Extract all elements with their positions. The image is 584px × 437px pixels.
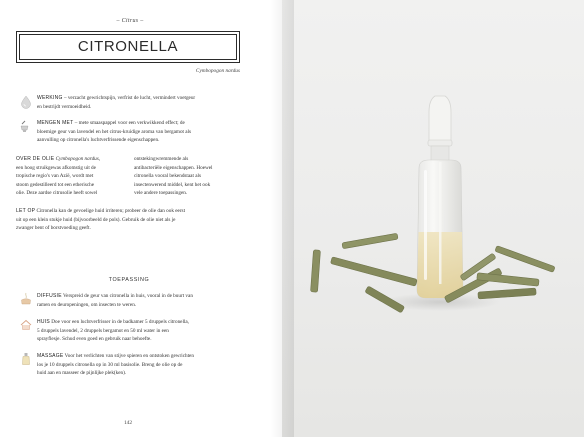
page-title: CITRONELLA — [77, 38, 179, 55]
mix-paragraph — [37, 119, 271, 145]
diffusion-label: DIFFUSIE — [37, 293, 62, 299]
mix-text-2: bloemige geur van lavendel en het citrus-kruidige aroma van bergamot als — [37, 128, 192, 135]
caution-text-2: uit op een klein stukje huid (bijvoorbeeld de pols). Gebruik de olie niet als je — [16, 216, 176, 223]
massage-text-3: huid aan en masseer de pijnlijke plek(ken). — [37, 370, 127, 377]
about-text-1: Cymbopogon nardus, — [54, 156, 101, 162]
about-label: OVER DE OLIE — [16, 156, 55, 162]
house-icon — [19, 318, 33, 332]
effect-label: WERKING — [37, 95, 63, 101]
about-column-1 — [16, 155, 128, 198]
effect-text-2: en bestrijdt vermoeidheid. — [37, 103, 92, 110]
massage-text-1: Voor het verlichten van stijve spieren en ontstoken gewrichten — [63, 353, 194, 359]
about-text-7: antibacteriële eigenschappen. Hoewel — [134, 164, 213, 171]
massage-label: MASSAGE — [37, 353, 64, 359]
water-drop-icon — [19, 95, 33, 109]
title-frame — [16, 31, 240, 63]
book-gutter — [270, 0, 294, 437]
about-text-9: insectenwerend middel, kent het ook — [134, 181, 211, 188]
massage-text-2: los je 10 druppels citronella op in 30 ml basisolie. Breng de olie op de — [37, 361, 183, 368]
mix-text-3: aanvulling op citronella's luchtverfrissende eigenschappen. — [37, 137, 160, 144]
about-text-6: ontstekingwremmende als — [134, 156, 189, 162]
citronella-photo — [282, 0, 584, 437]
mix-text-1: – mete smaaspappel voor een verkwikkend effect; de — [73, 120, 185, 126]
category-kicker: – Citrus – — [116, 18, 144, 24]
effect-paragraph — [37, 94, 271, 111]
applications-heading: TOEPASSING — [108, 277, 150, 283]
application-house — [37, 318, 271, 344]
application-massage — [37, 352, 271, 378]
house-text-3: sprayflesje. Schud even goed en gebruik naar behoefte. — [37, 336, 152, 343]
about-text-2: een hoog struikgewas afkomstig uit de — [16, 164, 96, 171]
dropper-bottle — [417, 96, 463, 298]
caution-text-1: Citronella kan de gevoelige huid irriteren; probeer de olie dan ook eerst — [35, 208, 186, 214]
diffusion-text-1: Verspreid de geur van citronella in huis, vooral in de buurt van — [61, 293, 193, 299]
latin-name: Cymbopogon nardus — [195, 68, 240, 74]
house-text-1: Doe voor een luchtverfrisser in de badkamer 5 druppels citronella, — [49, 319, 189, 325]
about-text-8: citronella vooral bekendstaat als — [134, 173, 201, 180]
about-text-5: olie. Deze aardse citrusolie heeft sowel — [16, 190, 98, 197]
about-text-10: vele andere toepassingen. — [134, 190, 188, 197]
mix-label: MENGEN MET — [37, 120, 74, 126]
house-text-2: 5 druppels lavendel, 2 druppels bergamot en 50 ml water in een — [37, 327, 169, 334]
caution-text-3: zwanger bent of borstvoeding geeft. — [16, 225, 91, 232]
oil-bottle-icon — [19, 352, 33, 366]
right-page-photo — [282, 0, 584, 437]
mortar-icon — [19, 120, 33, 134]
application-diffusion — [37, 292, 271, 309]
house-label: HUIS — [37, 319, 50, 325]
effect-text-1: – verzacht gewrichtspijn, verfrist de lucht, vermindert voetgeur — [62, 95, 196, 101]
about-text-4: stoom gedestilleerd tot een etherische — [16, 181, 95, 188]
left-page — [0, 0, 282, 437]
diffusion-text-2: ramen en deuropeningen, om insecten te weren. — [37, 301, 137, 308]
caution-label: LET OP — [16, 208, 36, 214]
diffuser-icon — [19, 292, 33, 306]
page-number: 142 — [123, 420, 133, 426]
about-column-2 — [134, 155, 264, 198]
about-text-3: tropische regio's van Azië, wordt met — [16, 173, 94, 180]
caution-paragraph — [16, 207, 272, 233]
